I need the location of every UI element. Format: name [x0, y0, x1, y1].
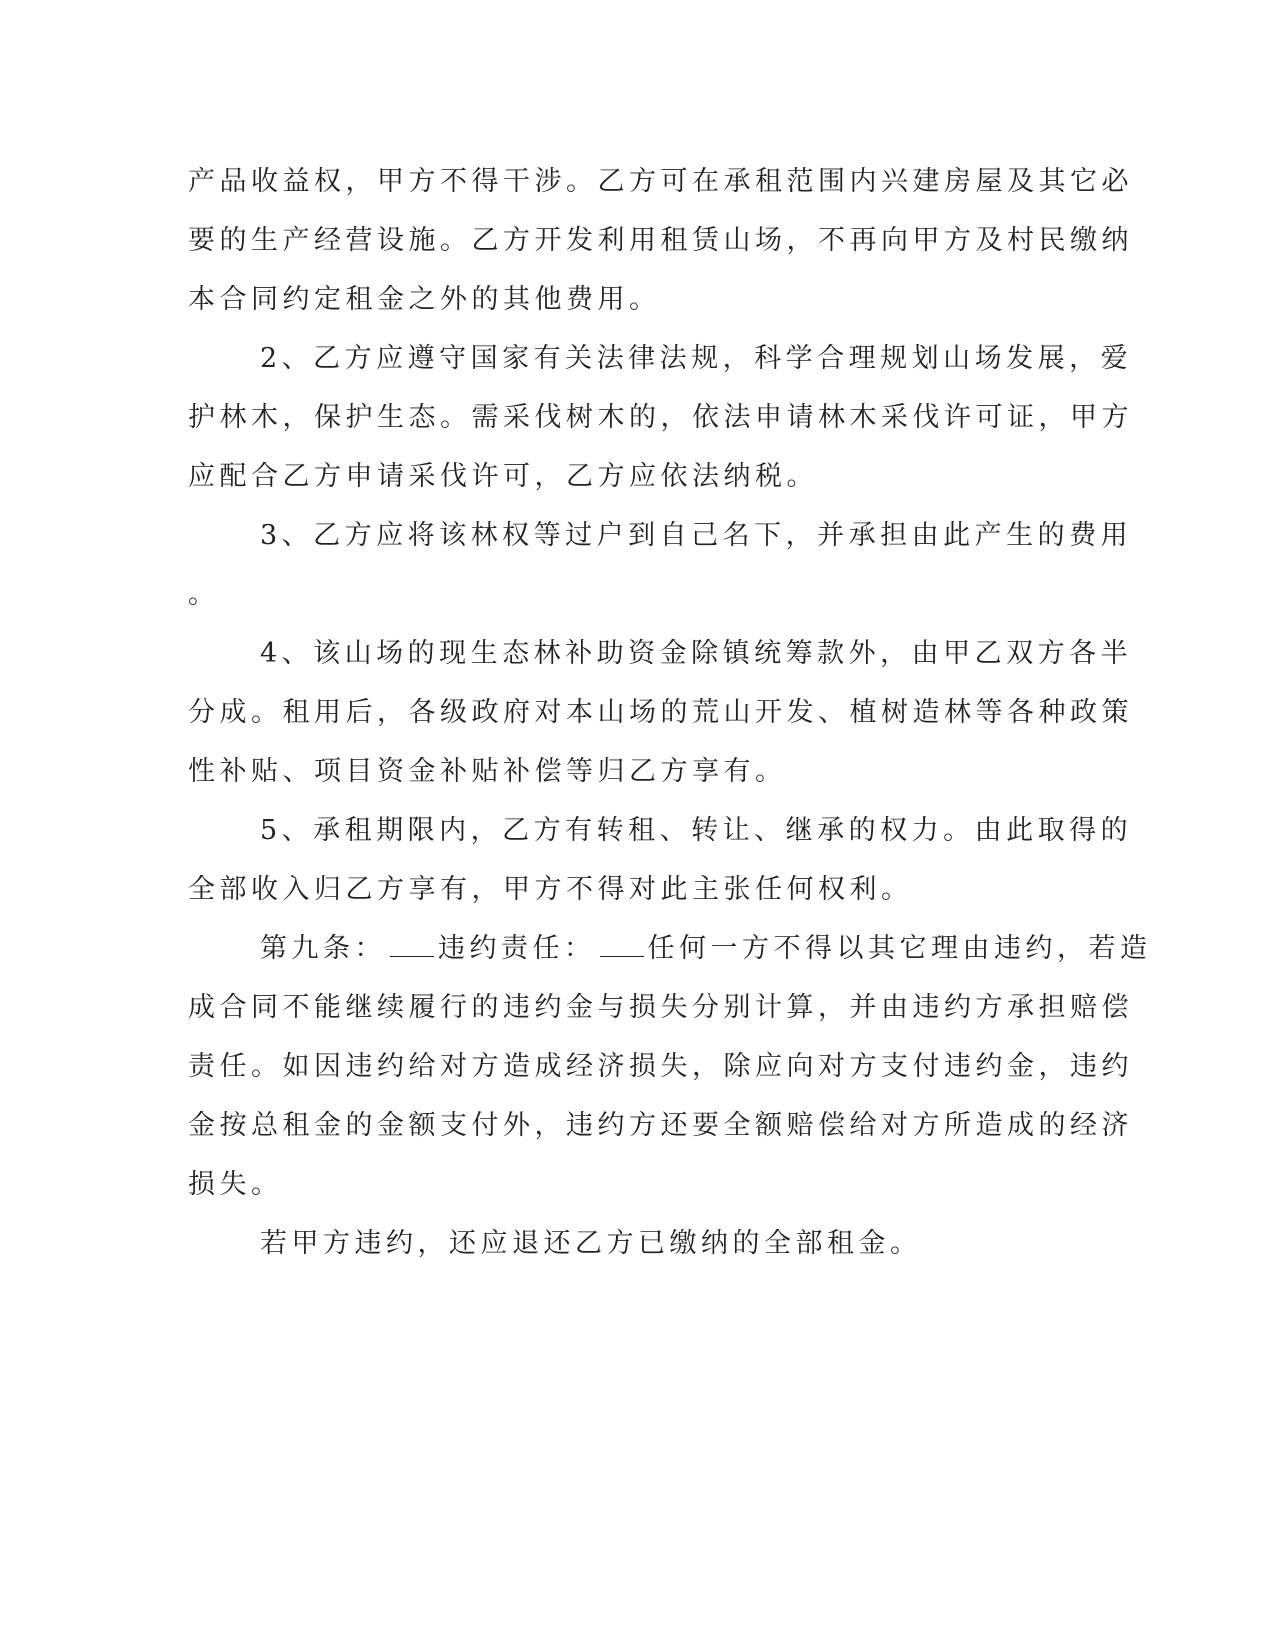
- text-line: 。: [188, 579, 220, 610]
- text-line: 应配合乙方申请采伐许可，乙方应依法纳税。: [188, 461, 818, 492]
- text-line: 要的生产经营设施。乙方开发利用租赁山场，不再向甲方及村民缴纳: [188, 225, 1133, 256]
- article-9-number: 第九条：: [260, 933, 386, 964]
- text-line: 损失。: [188, 1169, 283, 1200]
- text-line: 产品收益权，甲方不得干涉。乙方可在承租范围内兴建房屋及其它必: [188, 166, 1133, 197]
- text-line: 5、承租期限内，乙方有转租、转让、继承的权力。由此取得的: [260, 815, 1133, 846]
- article-9-line: [260, 931, 1152, 967]
- article-9-heading: 违约责任：: [438, 933, 596, 964]
- text-line: 分成。租用后，各级政府对本山场的荒山开发、植树造林等各种政策: [188, 697, 1133, 728]
- article-9-text: 任何一方不得以其它理由违约，若造: [647, 933, 1152, 964]
- text-line: 4、该山场的现生态林补助资金除镇统筹款外，由甲乙双方各半: [260, 638, 1133, 669]
- text-line: 性补贴、项目资金补贴补偿等归乙方享有。: [188, 756, 787, 787]
- text-line: 成合同不能继续履行的违约金与损失分别计算，并由违约方承担赔偿: [188, 992, 1133, 1023]
- text-line: 本合同约定租金之外的其他费用。: [188, 284, 661, 315]
- text-line: 金按总租金的金额支付外，违约方还要全额赔偿给对方所造成的经济: [188, 1110, 1133, 1141]
- text-line: 护林木，保护生态。需采伐树木的，依法申请林木采伐许可证，甲方: [188, 402, 1133, 433]
- text-line: 全部收入归乙方享有，甲方不得对此主张任何权利。: [188, 874, 913, 905]
- text-line: 责任。如因违约给对方造成经济损失，除应向对方支付违约金，违约: [188, 1051, 1133, 1082]
- text-line: 3、乙方应将该林权等过户到自己名下，并承担由此产生的费用: [260, 520, 1133, 551]
- fill-blank: [390, 938, 434, 957]
- text-line: 2、乙方应遵守国家有关法律法规，科学合理规划山场发展，爱: [260, 343, 1133, 374]
- fill-blank: [600, 938, 644, 957]
- text-line: 若甲方违约，还应退还乙方已缴纳的全部租金。: [260, 1228, 922, 1259]
